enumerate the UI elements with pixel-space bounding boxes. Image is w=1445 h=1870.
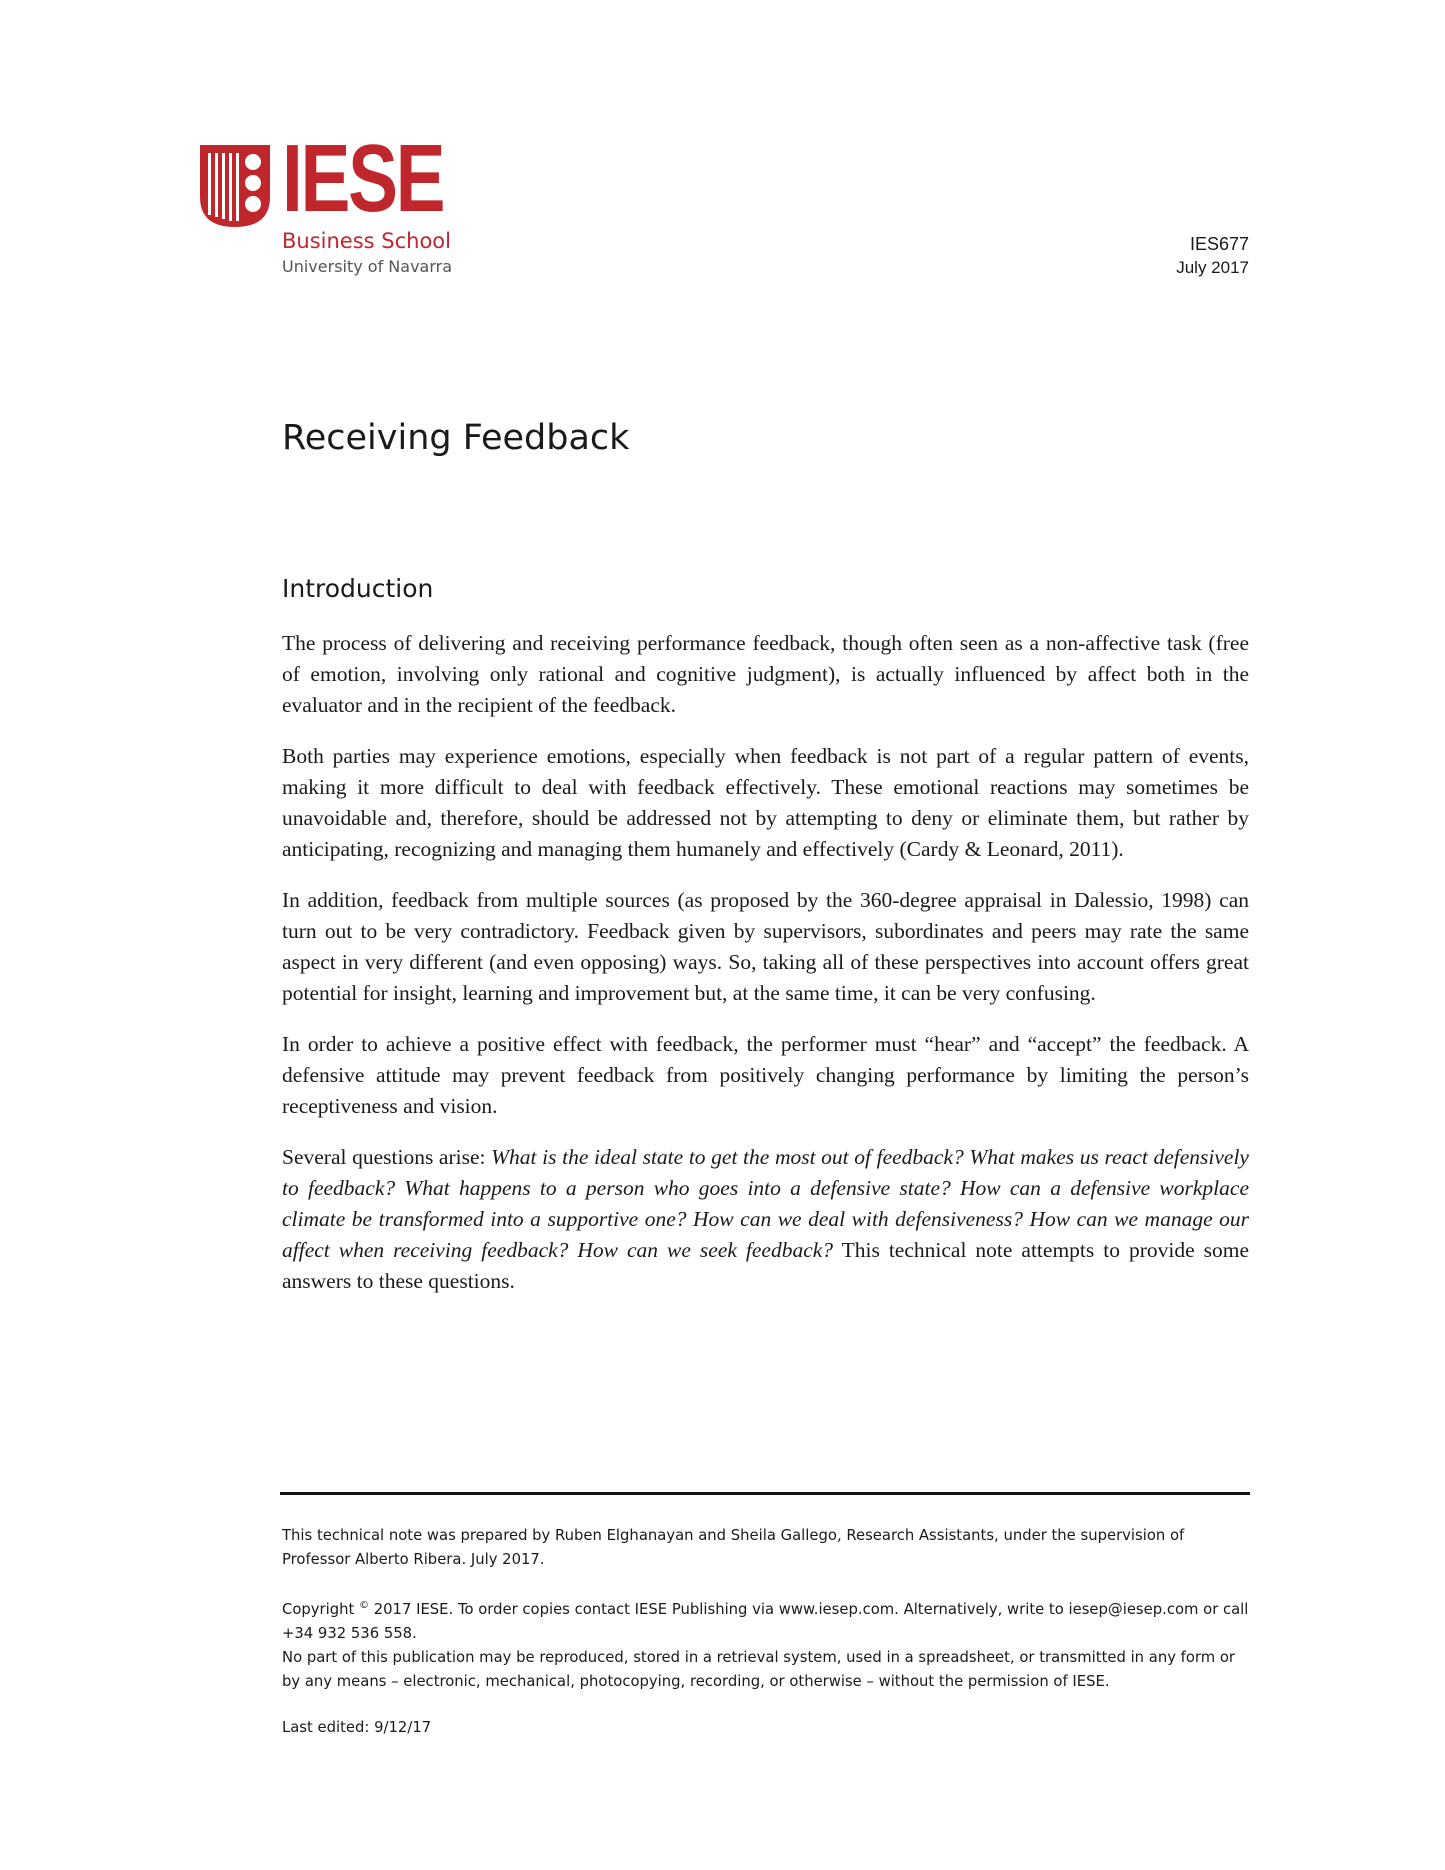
footer-last-edited: Last edited: 9/12/17 [282,1718,432,1736]
footer-prepared: This technical note was prepared by Ruben Elghanayan and Sheila Gallego, Research Assistants, under the supervision of Professor Alberto Ribera. July 2017. [282,1527,1185,1568]
footer-rights: No part of this publication may be reproduced, stored in a retrieval system, used in a spreadsheet, or transmitted in any form or by any means – electronic, mechanical, photocopying, recording, or otherwise – without the permission of IESE. [282,1648,1236,1690]
footer-copyright: Copyright © 2017 IESE. To order copies contact IESE Publishing via www.iesep.com. Alternatively, write to iesep@iesep.com or call +34 932 536 558. [282,1600,1249,1642]
document-date: July 2017 [1176,258,1249,277]
paragraph: In addition, feedback from multiple sources (as proposed by the 360-degree appraisal in Dalessio, 1998) can turn out to be very contradictory. Feedback given by supervisors, subordinates and peers may rate the same aspect in very different (and even opposing) ways. So, taking all of these perspectives into account offers great potential for insight, learning and improvement but, at the same time, it can be very confusing. [282,888,1249,1005]
body-text [282,628,1249,1317]
questions-italic: What is the ideal state to get the most out of feedback? What makes us react defensively to feedback? What happens to a person who goes into a defensive state? How can a defensive workplace climate be transformed into a supportive one? How can we deal with defensiveness? How can we manage our affect when receiving feedback? How can we seek feedback? [282,1145,1249,1262]
document-code: IES677 [1189,234,1249,254]
paragraph: Both parties may experience emotions, especially when feedback is not part of a regular pattern of events, making it more difficult to deal with feedback effectively. These emotional reactions may sometimes be unavoidable and, therefore, should be addressed not by attempting to deny or eliminate them, but rather by anticipating, recognizing and managing them humanely and effectively (Cardy & Leonard, 2011). [282,744,1249,861]
copyright-symbol: © [359,1600,370,1611]
paragraph-questions [282,1142,1249,1297]
logo-university: University of Navarra [282,257,453,276]
paragraph: In order to achieve a positive effect with feedback, the performer must “hear” and “accept” the feedback. A defensive attitude may prevent feedback from positively changing performance by limiting the person’s receptiveness and vision. [282,1032,1249,1118]
page-title: Receiving Feedback [282,418,630,458]
paragraph: The process of delivering and receiving performance feedback, though often seen as a non-affective task (free of emotion, involving only rational and cognitive judgment), is actually influenced by affect both in the evaluator and in the recipient of the feedback. [282,631,1249,717]
iese-crest-icon [200,145,270,227]
logo-wordmark: IESE [282,125,444,232]
document-meta [1176,232,1249,280]
section-heading: Introduction [282,574,434,603]
questions-tail: This technical note attempts to provide some answers to these questions. [282,1238,1249,1293]
questions-lead: Several questions arise: [282,1145,492,1169]
iese-logo [200,125,460,285]
footer-divider [280,1492,1250,1495]
logo-business-school: Business School [282,229,451,253]
footer-notes [282,1524,1250,1740]
